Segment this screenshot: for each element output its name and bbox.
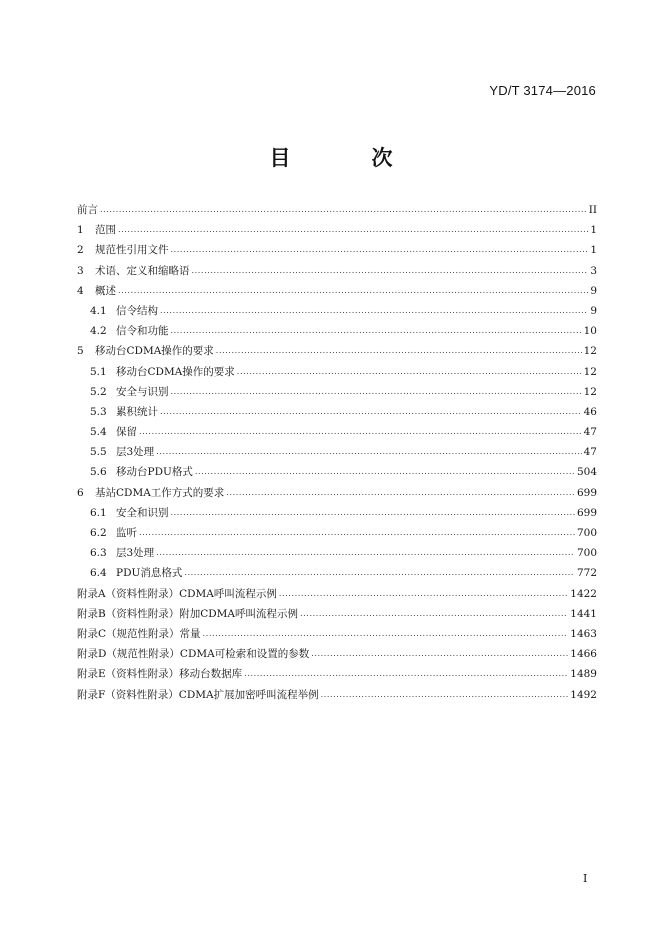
dot-leader bbox=[244, 668, 568, 680]
toc-entry-label: 附录C（规范性附录）常量 bbox=[77, 627, 201, 640]
dot-leader bbox=[192, 265, 589, 277]
toc-entry-page: 699 bbox=[576, 486, 597, 499]
dot-leader bbox=[203, 628, 569, 640]
toc-entry-annex-a[interactable] bbox=[77, 584, 597, 604]
toc-entry-number: 5.4 bbox=[90, 426, 107, 439]
toc-entry-number: 4 bbox=[77, 284, 84, 297]
toc-entry-page: II bbox=[588, 204, 597, 216]
toc-entry-label: 移动台PDU格式 bbox=[116, 466, 193, 479]
toc-entry-number: 4.2 bbox=[90, 325, 107, 338]
toc-entry-number: 6 bbox=[77, 486, 84, 499]
dot-leader bbox=[139, 527, 575, 539]
toc-entry-page: 46 bbox=[583, 405, 597, 418]
toc-entry-5-3[interactable] bbox=[77, 402, 597, 422]
toc-entry-page: 1463 bbox=[570, 627, 597, 640]
toc-entry-number: 2 bbox=[77, 244, 84, 257]
toc-entry-label: 信令结构 bbox=[116, 304, 158, 317]
dot-leader bbox=[184, 567, 575, 579]
dot-leader bbox=[160, 406, 582, 418]
toc-entry-label: 信令和功能 bbox=[116, 325, 169, 338]
toc-entry-page: 10 bbox=[583, 325, 597, 338]
toc-entry-page: 47 bbox=[583, 426, 597, 439]
dot-leader bbox=[171, 325, 582, 337]
page-number: I bbox=[583, 872, 588, 885]
toc-entry-page: 504 bbox=[576, 466, 597, 479]
toc-entry-5-5[interactable] bbox=[77, 442, 597, 462]
toc-entry-number: 6.2 bbox=[90, 527, 107, 539]
toc-entry-4[interactable] bbox=[77, 281, 597, 301]
dot-leader bbox=[118, 285, 588, 297]
toc-entry-label: 累积统计 bbox=[116, 405, 158, 418]
toc-entry-page: 1 bbox=[590, 244, 597, 257]
toc-entry-page: 1489 bbox=[570, 668, 597, 681]
toc-entry-label: 前言 bbox=[77, 204, 98, 216]
toc-entry-6[interactable] bbox=[77, 483, 597, 503]
toc-entry-page: 9 bbox=[590, 284, 597, 297]
dot-leader bbox=[279, 588, 568, 600]
toc-entry-label: 安全和识别 bbox=[116, 506, 169, 519]
toc-entry-5-1[interactable] bbox=[77, 362, 597, 382]
toc-entry-page: 772 bbox=[576, 567, 597, 580]
toc-entry-page: 1492 bbox=[570, 688, 597, 701]
toc-entry-label: 监听 bbox=[116, 527, 137, 539]
dot-leader bbox=[100, 204, 587, 216]
toc-entry-page: 1422 bbox=[570, 587, 597, 600]
toc-entry-4-2[interactable] bbox=[77, 321, 597, 341]
toc-entry-label: 移动台CDMA操作的要求 bbox=[116, 365, 235, 378]
dot-leader bbox=[226, 487, 575, 499]
toc-entry-label: 概述 bbox=[95, 284, 116, 297]
toc-entry-annex-d[interactable] bbox=[77, 644, 597, 664]
toc-entry-1[interactable] bbox=[77, 220, 597, 240]
dot-leader bbox=[311, 648, 568, 660]
toc-entry-page: 3 bbox=[590, 264, 597, 277]
dot-leader bbox=[321, 689, 569, 701]
toc-entry-6-1[interactable] bbox=[77, 503, 597, 523]
toc-entry-2[interactable] bbox=[77, 240, 597, 260]
dot-leader bbox=[156, 547, 575, 559]
toc-entry-5-6[interactable] bbox=[77, 462, 597, 482]
dot-leader bbox=[171, 244, 589, 256]
toc-entry-page: 1 bbox=[590, 224, 597, 237]
toc-entry-label: 附录D（规范性附录）CDMA可检索和设置的参数 bbox=[77, 648, 310, 661]
toc-entry-page: 12 bbox=[583, 385, 597, 398]
toc-entry-page: 1466 bbox=[570, 648, 597, 661]
page-title: 目 次 bbox=[269, 146, 423, 170]
dot-leader bbox=[118, 224, 588, 236]
dot-leader bbox=[216, 345, 582, 357]
toc-entry-page: 699 bbox=[576, 506, 597, 519]
toc-entry-number: 4.1 bbox=[90, 304, 107, 317]
toc-entry-4-1[interactable] bbox=[77, 301, 597, 321]
toc-entry-page: 700 bbox=[576, 527, 597, 539]
toc-entry-5-2[interactable] bbox=[77, 382, 597, 402]
toc-entry-label: 范围 bbox=[95, 224, 116, 237]
dot-leader bbox=[139, 426, 582, 438]
dot-leader bbox=[171, 507, 575, 519]
dot-leader bbox=[160, 305, 588, 317]
toc-entry-label: 附录B（资料性附录）附加CDMA呼叫流程示例 bbox=[77, 607, 299, 620]
toc-entry-page: 12 bbox=[583, 365, 597, 378]
toc-entry-page: 1441 bbox=[570, 607, 597, 620]
toc-entry-5-4[interactable] bbox=[77, 422, 597, 442]
toc-entry-3[interactable] bbox=[77, 261, 597, 281]
toc-entry-label: 层3处理 bbox=[116, 446, 155, 459]
dot-leader bbox=[300, 608, 568, 620]
toc-entry-label: PDU消息格式 bbox=[116, 567, 183, 580]
toc-entry-label: 规范性引用文件 bbox=[95, 244, 169, 257]
toc-entry-annex-b[interactable] bbox=[77, 604, 597, 624]
toc-entry-label: 层3处理 bbox=[116, 547, 155, 560]
dot-leader bbox=[195, 466, 575, 478]
standard-number: YD/T 3174—2016 bbox=[489, 83, 596, 98]
toc-entry-label: 附录A（资料性附录）CDMA呼叫流程示例 bbox=[77, 587, 277, 600]
toc-entry-number: 5.5 bbox=[90, 446, 107, 459]
toc-entry-label: 基站CDMA工作方式的要求 bbox=[95, 486, 225, 499]
toc-entry-page: 47 bbox=[583, 446, 597, 459]
toc-entry-number: 3 bbox=[77, 264, 84, 277]
dot-leader bbox=[156, 446, 581, 458]
toc-entry-6-4[interactable] bbox=[77, 563, 597, 583]
toc-entry-label: 保留 bbox=[116, 426, 137, 439]
toc-entry-number: 6.1 bbox=[90, 506, 107, 519]
toc-entry-number: 6.4 bbox=[90, 567, 107, 580]
toc-entry-annex-c[interactable] bbox=[77, 624, 597, 644]
toc-entry-page: 700 bbox=[576, 547, 597, 560]
toc-entry-number: 5.6 bbox=[90, 466, 107, 479]
toc-entry-foreword[interactable] bbox=[77, 200, 597, 220]
toc-entry-6-3[interactable] bbox=[77, 543, 597, 563]
toc-entry-label: 术语、定义和缩略语 bbox=[95, 264, 190, 277]
toc-entry-annex-f[interactable] bbox=[77, 685, 597, 705]
toc-entry-label: 附录F（资料性附录）CDMA扩展加密呼叫流程举例 bbox=[77, 688, 319, 701]
toc-entry-page: 9 bbox=[590, 304, 597, 317]
dot-leader bbox=[171, 386, 582, 398]
toc-entry-annex-e[interactable] bbox=[77, 664, 597, 684]
toc-entry-6-2[interactable] bbox=[77, 523, 597, 543]
toc-entry-label: 移动台CDMA操作的要求 bbox=[95, 345, 214, 358]
toc-entry-number: 5 bbox=[77, 345, 84, 358]
toc-entry-number: 5.1 bbox=[90, 365, 107, 378]
toc-entry-label: 安全与识别 bbox=[116, 385, 169, 398]
toc-entry-page: 12 bbox=[583, 345, 597, 358]
toc-entry-number: 5.2 bbox=[90, 385, 107, 398]
toc-entry-number: 6.3 bbox=[90, 547, 107, 560]
toc-entry-number: 1 bbox=[77, 224, 84, 237]
table-of-contents bbox=[77, 200, 597, 705]
toc-entry-5[interactable] bbox=[77, 341, 597, 361]
toc-entry-number: 5.3 bbox=[90, 405, 107, 418]
toc-entry-label: 附录E（资料性附录）移动台数据库 bbox=[77, 668, 243, 681]
dot-leader bbox=[237, 366, 582, 378]
